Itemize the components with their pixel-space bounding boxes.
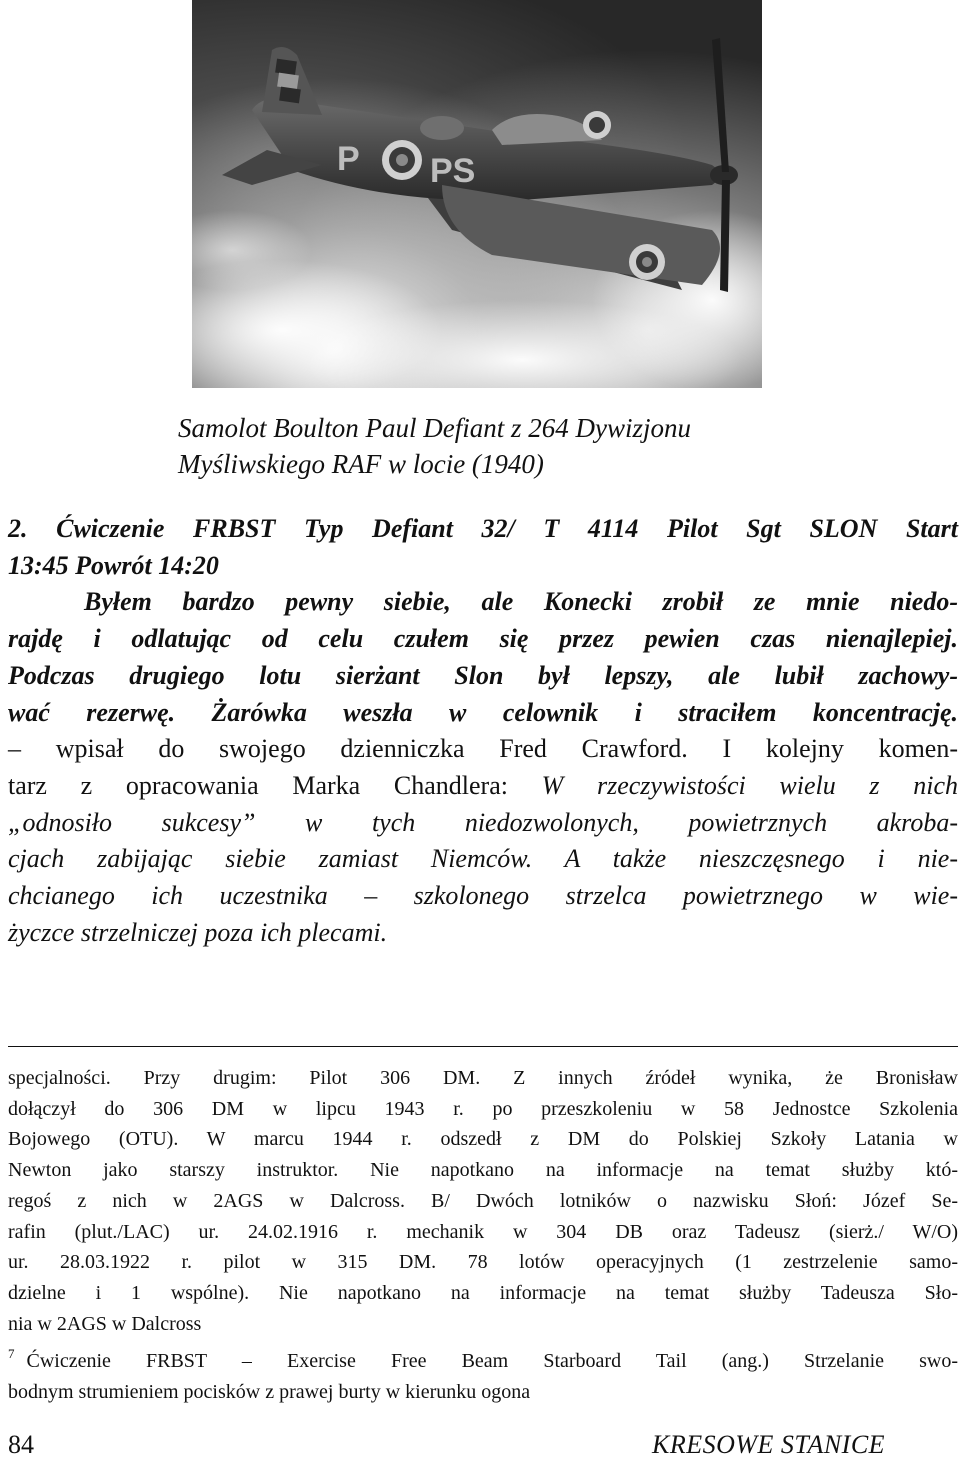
footnote-text: Ćwiczenie FRBST – Exercise Free Beam Starboard Tail (ang.) Strzelanie swo- [26, 1350, 958, 1373]
footnote-line: regoś z nich w 2AGS w Dalcross. B/ Dwóch lotników o nazwisku Słoń: Józef Se- [8, 1189, 958, 1212]
caption-line: Myśliwskiego RAF w locie (1940) [178, 449, 544, 479]
quote-line: „odnosiło sukcesy” w tych niedozwolonych, powietrznych akroba- [8, 807, 958, 837]
propeller [712, 38, 729, 172]
footnote-line: Newton jako starszy instruktor. Nie napotkano na informacje na temat służby któ- [8, 1159, 958, 1182]
quote-line: chcianego ich uczestnika – szkolonego strzelca powietrznego w wie- [8, 881, 958, 911]
footnote-line: nia w 2AGS w Dalcross [8, 1312, 202, 1335]
footnote-line: bodnym strumieniem pocisków z prawej burty w kierunku ogona [8, 1381, 531, 1404]
quote-line: Byłem bardzo pewny siebie, ale Konecki zrobił ze mnie niedo- [84, 587, 958, 617]
footnote-mark: 7 [8, 1346, 15, 1362]
main-text [8, 511, 958, 951]
caption-line: Samolot Boulton Paul Defiant z 264 Dywizjonu [178, 413, 691, 443]
fuselage-code: PS [430, 152, 476, 190]
footnote-line: rafin (plut./LAC) ur. 24.02.1916 r. mechanik w 304 DB oraz Tadeusz (sierż./ W/O) [8, 1220, 958, 1243]
aircraft-illustration [192, 0, 762, 388]
fuselage [252, 99, 720, 201]
quote-line: rajdę i odlatując od celu czułem się przez pewien czas nienajlepiej. [8, 624, 958, 654]
aircraft-photo [192, 0, 762, 388]
quote-line: Podczas drugiego lotu sierżant Slon był lepszy, ale lubił zachowy- [8, 660, 958, 690]
running-title: KRESOWE STANICE [652, 1430, 886, 1459]
footnote-line: specjalności. Przy drugim: Pilot 306 DM. Z innych źródeł wynika, że Bronisław [8, 1067, 958, 1089]
footnote-line: dzielne i 1 wspólne). Nie napotkano na informacje na temat służby Tadeusza Sło- [8, 1281, 958, 1304]
body-text: tarz z opracowania Marka Chandlera: [8, 770, 542, 800]
figure-caption [178, 410, 878, 482]
quote-text: W rzeczywistości wielu z nich [541, 770, 958, 800]
footnote-line: Bojowego (OTU). W marcu 1944 r. odszedł z DM do Polskiej Szkoły Latania w [8, 1128, 958, 1151]
quote-line: wać rezerwę. Żarówka weszła w celownik i straciłem koncentrację. [8, 697, 958, 727]
section-heading: 13:45 Powrót 14:20 [8, 550, 219, 580]
footnote-separator [8, 1046, 958, 1047]
body-line [8, 768, 958, 805]
quote-line: cjach zabijając siebie zamiast Niemców. A także nieszczęsnego i nie- [8, 844, 958, 874]
body-line: – wpisał do swojego dzienniczka Fred Crawford. I kolejny komen- [8, 734, 958, 764]
footnote-7 [8, 1339, 958, 1377]
section-heading: 2. Ćwiczenie FRBST Typ Defiant 32/ T 4114 Pilot Sgt SLON Start [8, 514, 958, 543]
footnotes [8, 1063, 958, 1408]
page-number: 84 [8, 1430, 34, 1459]
footnote-line: dołączył do 306 DM w lipcu 1943 r. po przeszkoleniu w 58 Jednostce Szkolenia [8, 1097, 958, 1120]
fuselage-letter-p: P [337, 140, 360, 178]
quote-line: życzce strzelniczej poza ich plecami. [8, 917, 388, 947]
wing [442, 185, 720, 285]
footnote-line: ur. 28.03.1922 r. pilot w 315 DM. 78 lotów operacyjnych (1 zestrzelenie samo- [8, 1251, 958, 1274]
